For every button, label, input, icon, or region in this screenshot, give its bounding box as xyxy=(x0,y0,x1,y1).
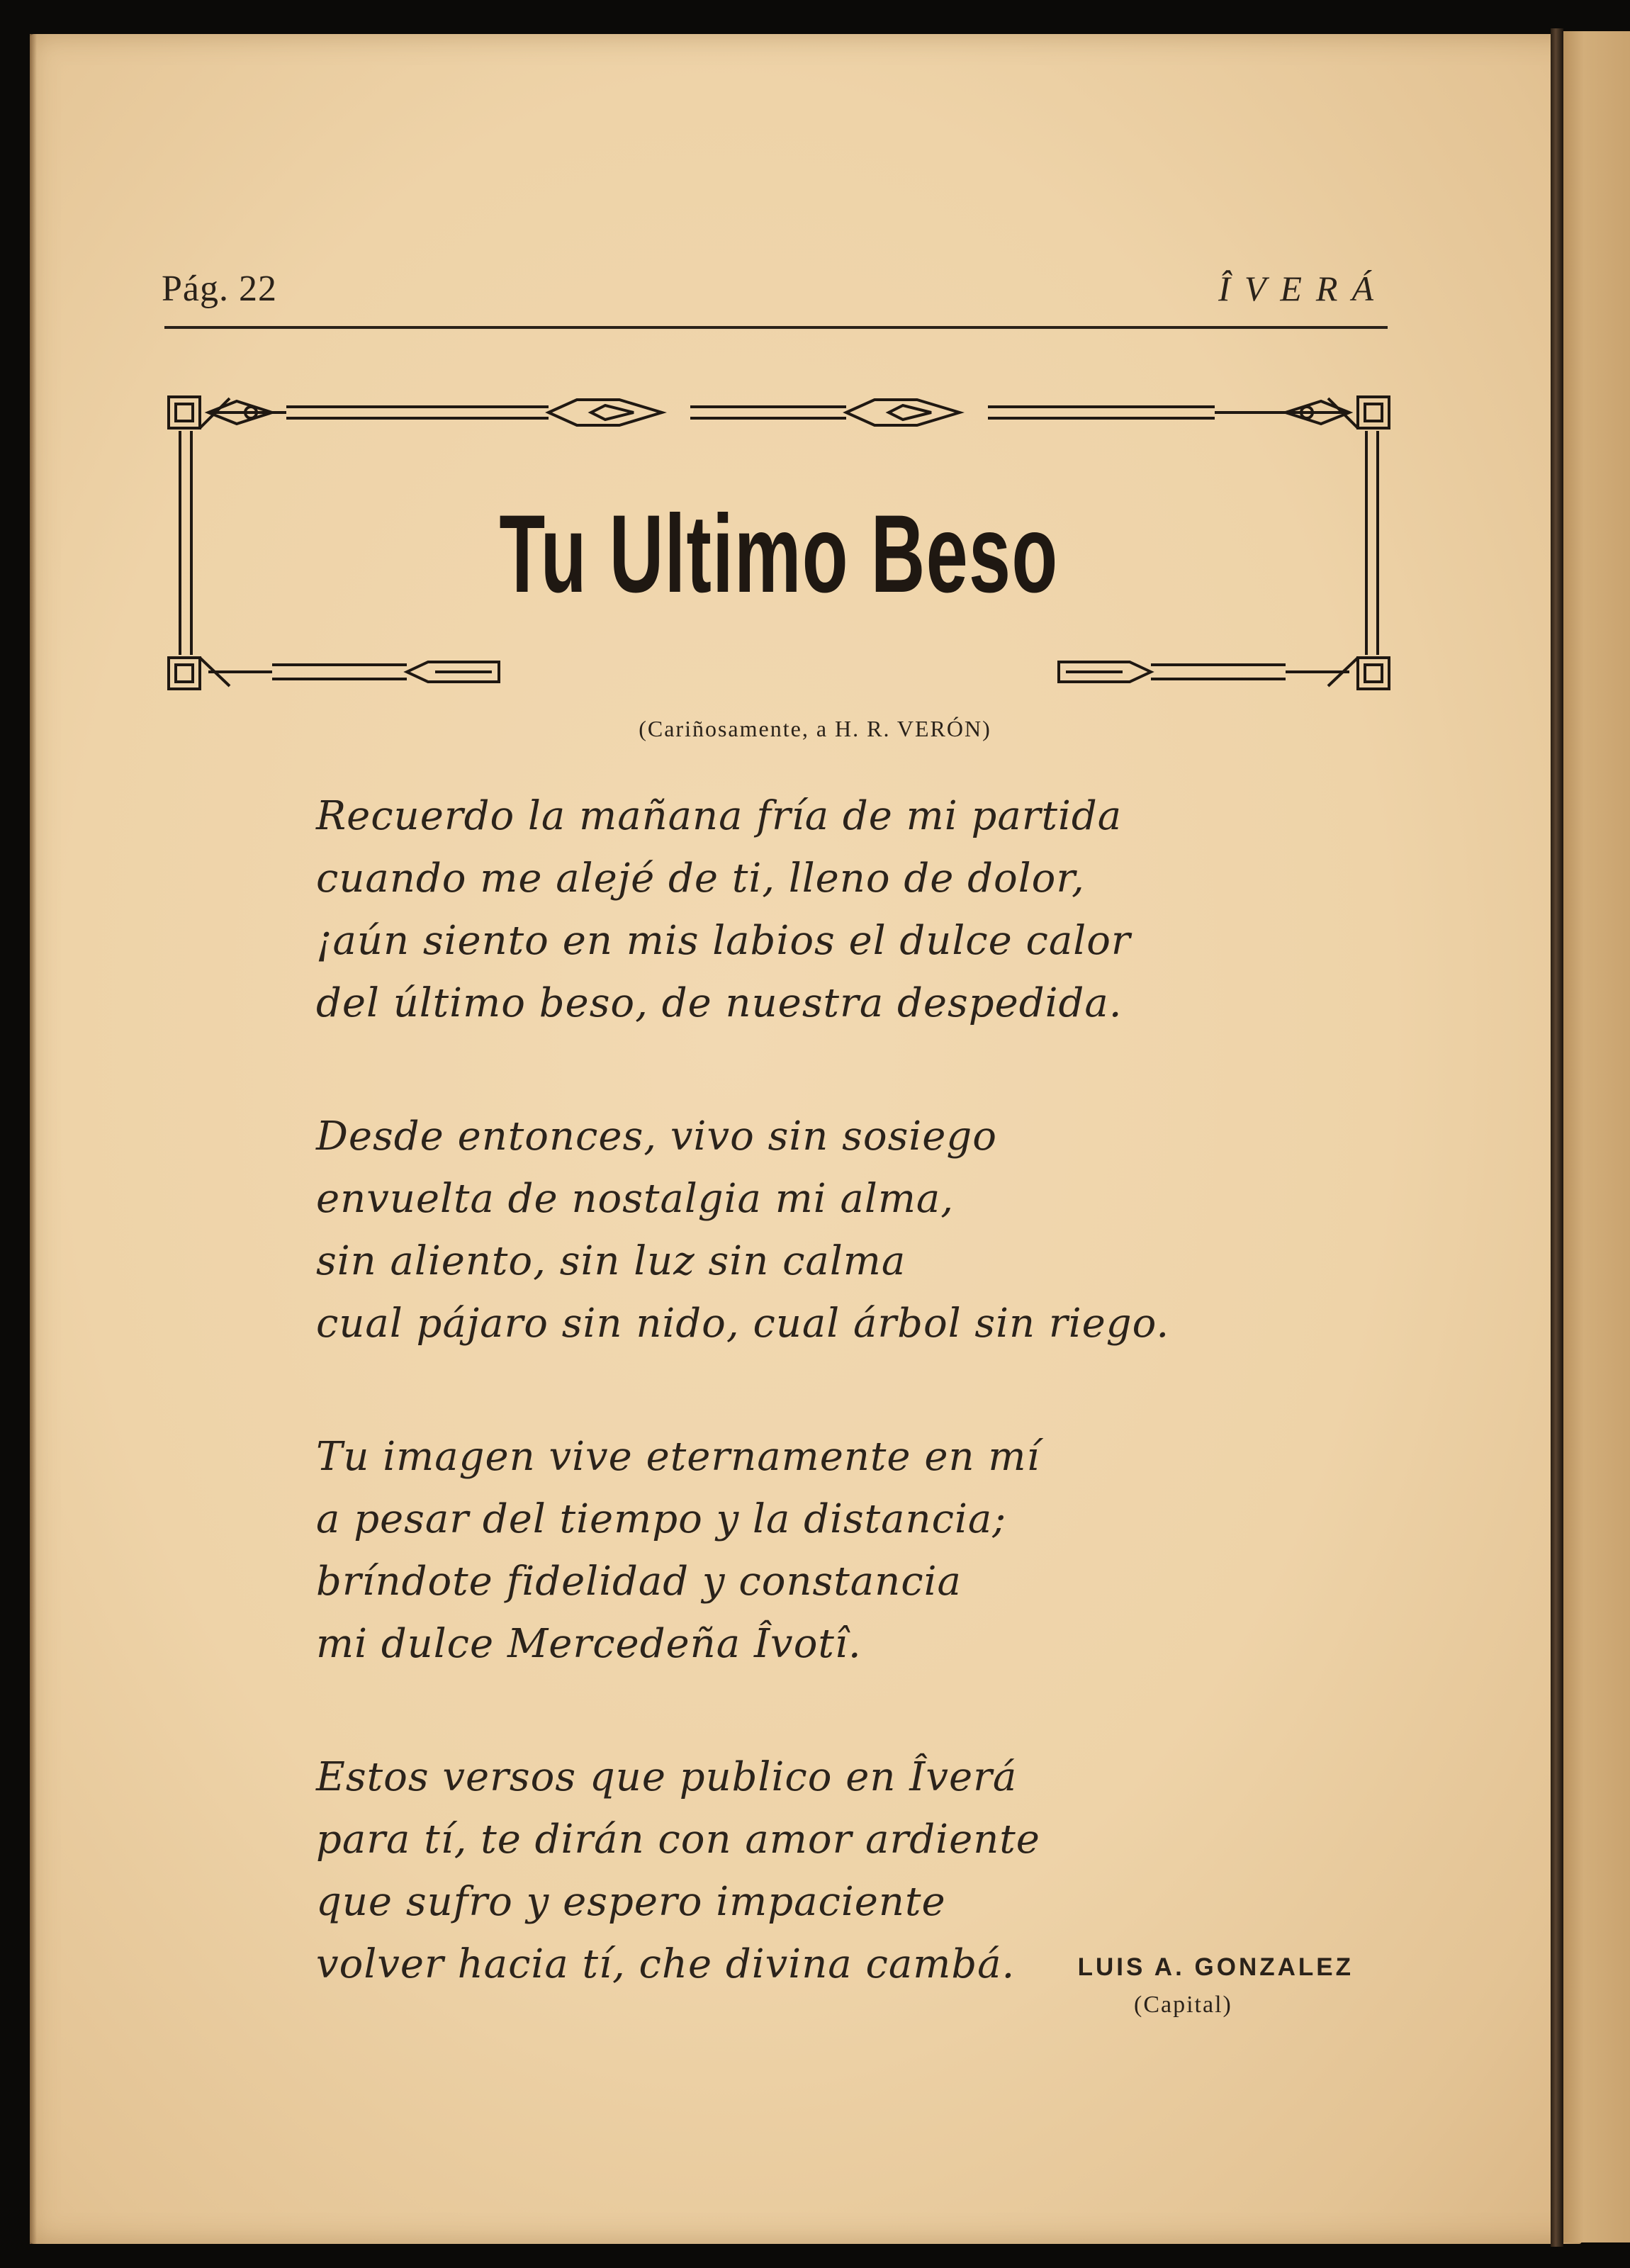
poem-body xyxy=(316,785,1308,2067)
poem-line: ¡aún siento en mis labios el dulce calor xyxy=(316,918,1131,964)
poem-line: volver hacia tí, che divina cambá. xyxy=(316,1941,1016,1987)
poem-line: cuando me alejé de ti, lleno de dolor, xyxy=(316,855,1085,902)
poem-line: bríndote fidelidad y constancia xyxy=(316,1559,962,1605)
poem-line: del último beso, de nuestra despedida. xyxy=(316,980,1123,1026)
journal-title: ÎVERÁ xyxy=(1218,269,1388,308)
poem-title: Tu Ultimo Beso xyxy=(499,493,1059,616)
stanza-3 xyxy=(316,1426,1308,1675)
stanza-2 xyxy=(316,1106,1308,1355)
page-left-edge xyxy=(30,34,37,2244)
poem-line: para tí, te dirán con amor ardiente xyxy=(316,1817,1040,1863)
poem-line: envuelta de nostalgia mi alma, xyxy=(316,1176,955,1222)
author-signature: LUIS A. GONZALEZ xyxy=(1077,1953,1354,1981)
stanza-1 xyxy=(316,785,1308,1035)
poem-line: Estos versos que publico en Îverá xyxy=(316,1754,1018,1800)
next-page-edge xyxy=(1563,31,1630,2242)
book-gutter xyxy=(1551,28,1563,2247)
poem-line: Recuerdo la mañana fría de mi partida xyxy=(316,793,1123,839)
dedication: (Cariñosamente, a H. R. VERÓN) xyxy=(639,716,991,741)
author-location: (Capital) xyxy=(1134,1992,1232,2018)
title-frame xyxy=(166,388,1392,697)
page-header xyxy=(162,268,1388,310)
poem-line: Tu imagen vive eternamente en mí xyxy=(316,1434,1040,1480)
page-number: Pág. 22 xyxy=(162,269,277,309)
poem-line: sin aliento, sin luz sin calma xyxy=(316,1238,906,1284)
poem-line: a pesar del tiempo y la distancia; xyxy=(316,1496,1007,1542)
header-rule xyxy=(164,326,1388,329)
poem-line: cual pájaro sin nido, cual árbol sin riego. xyxy=(316,1301,1170,1347)
poem-line: que sufro y espero impaciente xyxy=(316,1879,946,1925)
poem-line: mi dulce Mercedeña Îvotî. xyxy=(316,1621,862,1667)
poem-line: Desde entonces, vivo sin sosiego xyxy=(316,1113,997,1160)
